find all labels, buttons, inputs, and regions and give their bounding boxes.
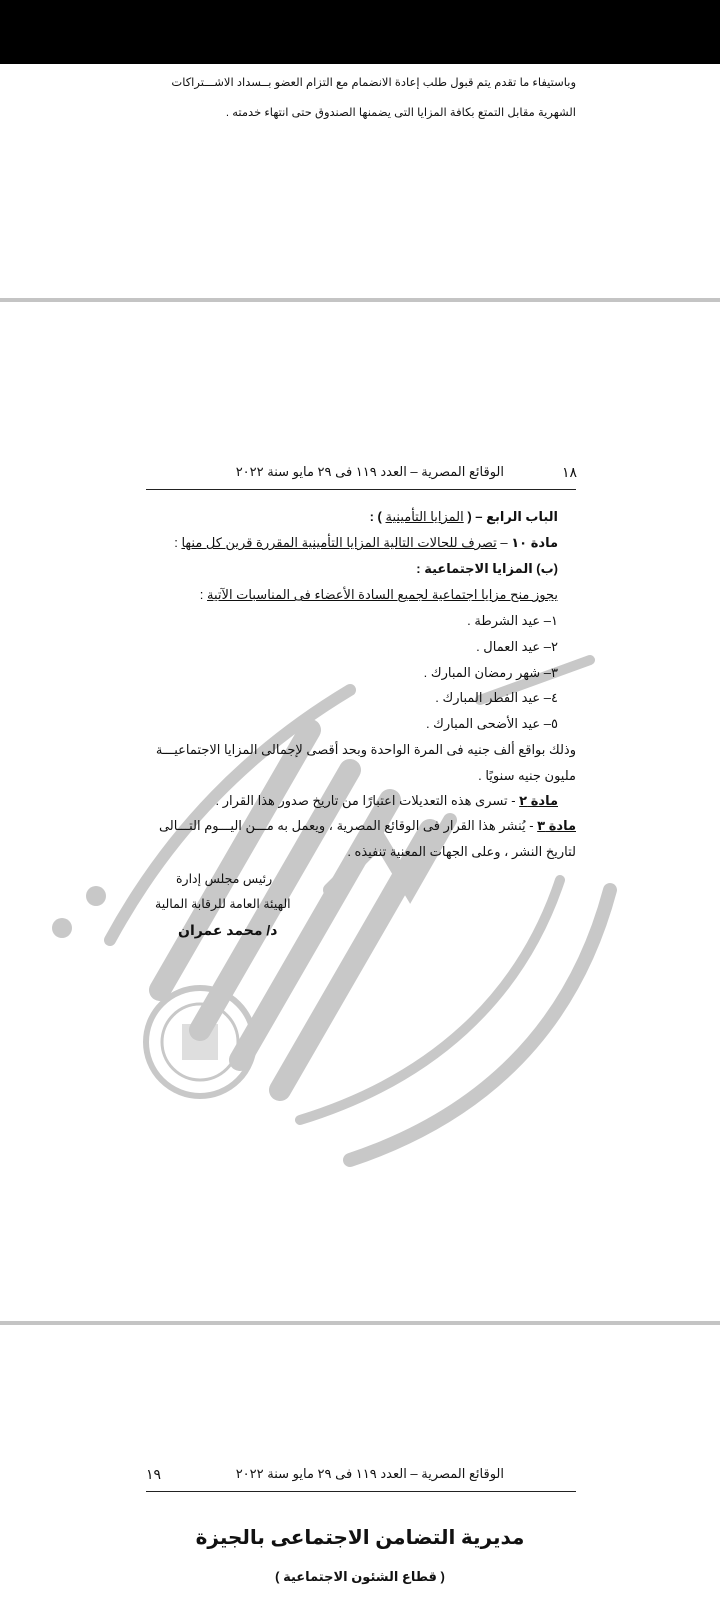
signature-name: د/ محمد عمران: [178, 922, 278, 938]
header-text: الوقائع المصرية – العدد ١١٩ فى ٢٩ مايو سنة ٢٠٢٢: [235, 464, 504, 479]
status-bar: [0, 0, 720, 64]
paragraph-line: الشهرية مقابل التمتع بكافة المزايا التى يضمنها الصندوق حتى انتهاء خدمته .: [225, 107, 576, 119]
article-2: مادة ٢ - تسرى هذه التعديلات اعتبارًا من تاريخ صدور هذا القرار .: [215, 793, 558, 808]
page-fragment-1: [0, 64, 720, 298]
article-label: مادة ١٠: [511, 535, 558, 550]
header-text: الوقائع المصرية – العدد ١١٩ فى ٢٩ مايو سنة ٢٠٢٢: [235, 1466, 504, 1481]
article-3: مادة ٣ - يُنشر هذا القرار فى الوقائع المصرية ، ويعمل به مـــن اليـــوم التـــالى: [158, 818, 576, 833]
list-item: ٢– عيد العمال .: [476, 639, 558, 654]
chapter-heading: الباب الرابع – ( المزايا التأمينية ) :: [369, 509, 558, 524]
list-item: ٥– عيد الأضحى المبارك .: [425, 716, 558, 731]
section-heading: (ب) المزايا الاجتماعية :: [416, 561, 558, 576]
chapter-title: المزايا التأمينية: [385, 509, 464, 524]
section-title: مديرية التضامن الاجتماعى بالجيزة: [195, 1527, 525, 1549]
page-header: [146, 460, 576, 490]
list-item: ١– عيد الشرطة .: [467, 613, 558, 628]
section-subtitle: ( قطاع الشئون الاجتماعية ): [275, 1569, 445, 1584]
paragraph-line: وباستيفاء ما تقدم يتم قبول طلب إعادة الانضمام مع التزام العضو بــسداد الاشـــتراكات: [171, 77, 576, 89]
page-number: ١٨: [562, 464, 578, 480]
page-number: ١٩: [146, 1466, 162, 1482]
signature-authority: الهيئة العامة للرقابة المالية: [155, 897, 291, 911]
list-item: ٤– عيد الفطر المبارك .: [435, 690, 558, 705]
list-item: ٣– شهر رمضان المبارك .: [423, 665, 558, 680]
amount-line: وذلك بواقع ألف جنيه فى المرة الواحدة وبحد أقصى لإجمالى المزايا الاجتماعيـــة: [155, 742, 576, 757]
page-header: [146, 1462, 576, 1492]
article-10: مادة ١٠ – تصرف للحالات التالية المزايا التأمينية المقررة قرين كل منها :: [174, 535, 558, 550]
grant-clause: يجوز منح مزايا اجتماعية لجميع السادة الأعضاء فى المناسبات الآتية :: [199, 587, 558, 602]
article-label: مادة ٢: [519, 793, 558, 808]
amount-line: مليون جنيه سنويًا .: [478, 768, 576, 783]
page-separator: [0, 298, 720, 302]
article-3-continued: لتاريخ النشر ، وعلى الجهات المعنية تنفيذه .: [347, 844, 576, 859]
watermark-icon: [50, 560, 650, 1180]
page-separator: [0, 1321, 720, 1325]
article-label: مادة ٣: [537, 818, 576, 833]
signature-title: رئيس مجلس إدارة: [176, 872, 273, 886]
